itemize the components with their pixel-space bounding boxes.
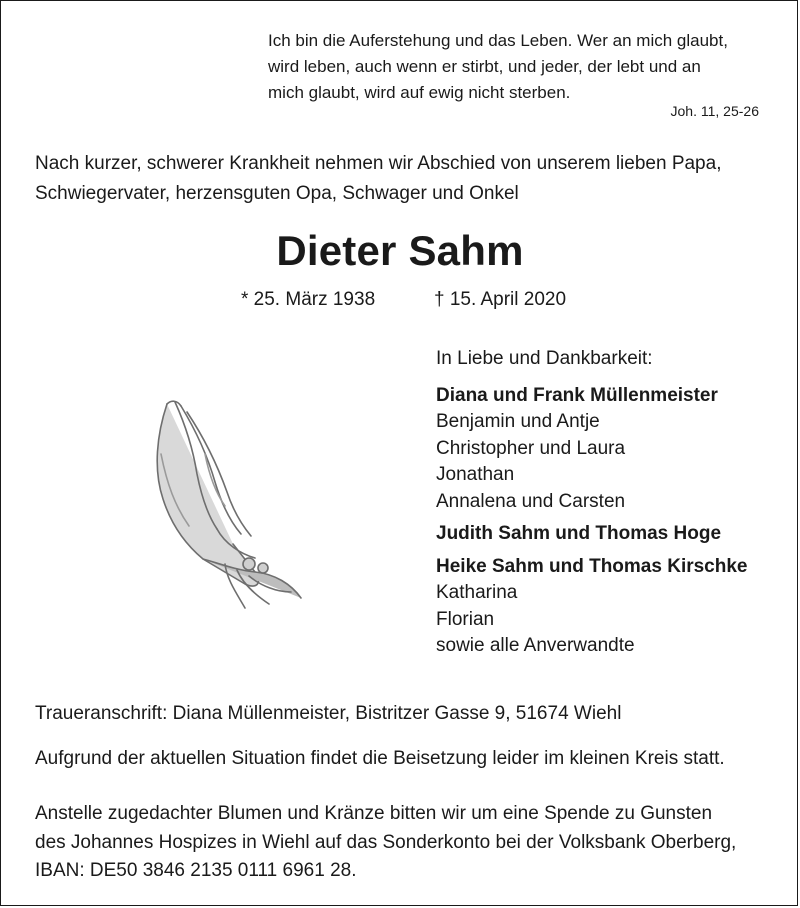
family-head: Heike Sahm und Thomas Kirschke [436,555,748,577]
verse-line: Ich bin die Auferstehung und das Leben. Wer an mich glaubt, [268,31,728,50]
family-member: Benjamin und Antje [436,411,600,432]
family-head: Diana und Frank Müllenmeister [436,384,718,406]
deceased-name: Dieter Sahm [276,227,524,274]
burial-info: Aufgrund der aktuellen Situation findet die Beisetzung leider im kleinen Kreis statt. [35,748,725,769]
family-head: Judith Sahm und Thomas Hoge [436,523,722,544]
donation-line: des Johannes Hospizes in Wiehl auf das Sonderkonto bei der Volksbank Oberberg, [35,831,737,853]
mourners-heading: In Liebe und Dankbarkeit: [436,348,653,369]
family-member: Florian [436,608,495,630]
intro-line: Schwiegervater, herzensguten Opa, Schwager und Onkel [35,183,519,204]
donation-line: IBAN: DE50 3846 2135 0111 6961 28. [35,860,357,881]
family-member: Jonathan [436,464,515,485]
verse-line: wird leben, auch wenn er stirbt, und jeder, der lebt und an [268,57,701,76]
intro-text [35,149,775,209]
family-member: Katharina [436,582,518,603]
praying-hands-icon [145,394,315,624]
family-member: Christopher und Laura [436,437,626,459]
mourners-closing: sowie alle Anverwandte [436,635,635,656]
verse-reference: Joh. 11, 25-26 [670,103,759,119]
donation-request [35,800,780,886]
verse-line: mich glaubt, wird auf ewig nicht sterben. [268,83,571,102]
intro-line: Nach kurzer, schwerer Krankheit nehmen wir Abschied von unserem lieben Papa, [35,153,722,174]
donation-line: Anstelle zugedachter Blumen und Kränze bitten wir um eine Spende zu Gunsten [35,803,713,824]
death-date: † 15. April 2020 [434,289,567,310]
family-member: Annalena und Carsten [436,490,626,512]
mourners-list [436,346,781,660]
mourning-address: Traueranschrift: Diana Müllenmeister, Bistritzer Gasse 9, 51674 Wiehl [35,703,622,724]
birth-date: * 25. März 1938 [241,289,376,310]
bible-verse [268,28,778,106]
